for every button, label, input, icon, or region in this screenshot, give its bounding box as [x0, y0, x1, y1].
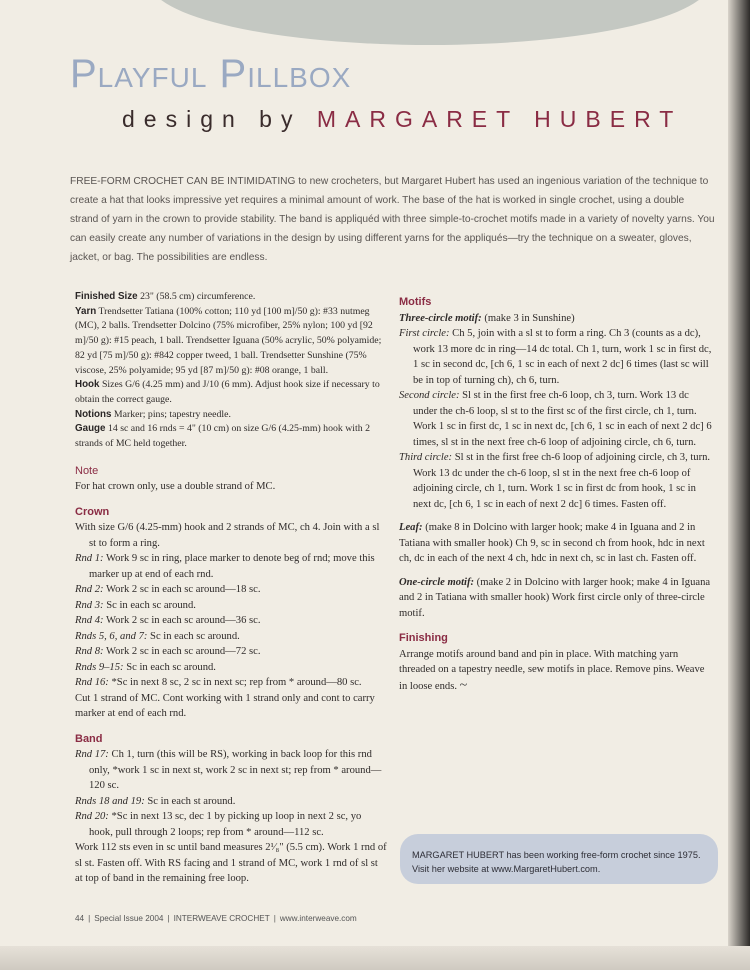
- finished-size: Finished Size 23" (58.5 cm) circumference.: [75, 291, 256, 302]
- left-column: [75, 290, 387, 887]
- gauge-spec: Gauge 14 sc and 16 rnds = 4" (10 cm) on size G/6 (4.25-mm) hook with 2 strands of MC held together.: [75, 423, 370, 450]
- hook-spec: Hook Sizes G/6 (4.25 mm) and J/10 (6 mm). Adjust hook size if necessary to obtain the correct gauge.: [75, 379, 380, 405]
- page-title: Playful Pillbox: [70, 52, 352, 96]
- page-number: 44: [75, 914, 85, 923]
- issue: Special Issue 2004: [94, 914, 164, 923]
- page-bottom-edge: [0, 946, 750, 970]
- end-mark-icon: ~: [459, 677, 468, 693]
- magazine-name: INTERWEAVE CROCHET: [173, 914, 270, 923]
- decorative-arc: [150, 0, 710, 45]
- byline-author: MARGARET HUBERT: [316, 106, 683, 132]
- band-row: Rnd 17: Ch 1, turn (this will be RS), working in back loop for this rnd only, *work 1 sc in next st, work 2 sc in next st; rep from * around—120 sc.: [75, 749, 382, 792]
- leaf-motif: Leaf: (make 8 in Dolcino with larger hook; make 4 in Iguana and 2 in Tatiana with smaller hook) Ch 9, sc in second ch from hook, hdc in next ch, dc in each of the next 4 ch, hdc in next ch, sc in last ch. Fasten off.: [399, 522, 705, 564]
- crown-row: Rnd 2: Work 2 sc in each sc around—18 sc.: [75, 584, 261, 596]
- finishing-text: Arrange motifs around band and pin in place. With matching yarn threaded on a tapestry needle, sew motifs in place. Remove pins. Weave in loose ends. ~: [399, 648, 705, 693]
- motif-step: Second circle: Sl st in the first free ch-6 loop, ch 3, turn. Work 13 dc under the ch-6 loop, sl st to the first sc of the first circle, ch 1, turn. Work 1 sc in first dc, 1 sc in next dc, [ch 6, 1 sc in each of next 2 dc] 6 times, sl st in the next free ch-6 loop of adjoining circle, ch 6, turn.: [399, 390, 712, 448]
- crown-row: Rnd 16: *Sc in next 8 sc, 2 sc in next sc; rep from * around—80 sc.: [75, 677, 362, 689]
- note-heading: Note: [75, 464, 99, 477]
- crown-row: Rnds 5, 6, and 7: Sc in each sc around.: [75, 630, 240, 642]
- page-footer: 44 | Special Issue 2004 | INTERWEAVE CROCHET | www.interweave.com: [75, 914, 357, 923]
- crown-rows: [75, 551, 387, 691]
- byline-prefix: design by: [122, 106, 302, 132]
- band-row: Rnds 18 and 19: Sc in each st around.: [75, 795, 236, 807]
- three-circle-motif: Three-circle motif: (make 3 in Sunshine): [399, 312, 575, 324]
- band-heading: Band: [75, 732, 103, 745]
- website: www.interweave.com: [279, 914, 357, 923]
- crown-row: Rnd 1: Work 9 sc in ring, place marker to denote beg of rnd; move this marker up at end of each rnd.: [75, 553, 375, 580]
- motif-step: First circle: Ch 5, join with a sl st to form a ring. Ch 3 (counts as a dc), work 13 more dc in ring—14 dc total. Ch 1, turn, work 1 sc in first dc, 1 sc in second dc, [ch 6, 1 sc in each of next 2 dc] 6 times (last sc will be in top of turning ch), ch 6, turn.: [399, 328, 712, 386]
- right-column: [399, 285, 713, 694]
- finishing-heading: Finishing: [399, 632, 448, 644]
- note-text: For hat crown only, use a double strand of MC.: [75, 481, 276, 493]
- notions-spec: Notions Marker; pins; tapestry needle.: [75, 408, 231, 420]
- band-outro: Work 112 sts even in sc until band measures 2¹⁄₈" (5.5 cm). Work 1 rnd of sl st. Fasten off. With RS facing and 1 strand of MC, work 1 rnd of sl st at top of band in the remaining free loop.: [75, 842, 387, 885]
- intro-paragraph: FREE-FORM CROCHET CAN BE INTIMIDATING to new crocheters, but Margaret Hubert has used an ingenious variation of the technique to create a hat that looks impressive yet requires a minimal amount of work. The base of the hat is worked in single crochet, using a double strand of yarn in the crown to provide stability. The band is appliquéd with three simple-to-crochet motifs made in a variety of novelty yarns. You can easily create any number of variations in the design by using different yarns for the appliqués—try the technique on a sweater, gloves, jacket, or bag. The possibilities are endless.: [70, 176, 715, 263]
- one-circle-motif: One-circle motif: (make 2 in Dolcino with larger hook; make 4 in Iguana and 2 in Tatiana with smaller hook) Work first circle only of three-circle motif.: [399, 576, 711, 619]
- crown-row: Rnd 3: Sc in each sc around.: [75, 599, 196, 611]
- binding-shadow: [728, 0, 750, 970]
- crown-intro: With size G/6 (4.25-mm) hook and 2 strands of MC, ch 4. Join with a sl st to form a ring.: [75, 522, 380, 549]
- band-row: Rnd 20: *Sc in next 13 sc, dec 1 by picking up loop in next 2 sc, yo hook, pull through 2 loops; rep from * around—112 sc.: [75, 811, 362, 838]
- motif-step: Third circle: Sl st in the first free ch-6 loop of adjoining circle, ch 3, turn. Work 13 dc under the ch-6 loop, sl st in the next free ch-6 loop of adjoining circle, ch 1, turn. Work 1 sc in first dc from hook, 1 sc in next dc, [ch 6, 1 sc in each of next 2 dc] 6 times. Fasten off.: [399, 452, 711, 510]
- band-rows: [75, 747, 387, 840]
- motifs-heading: Motifs: [399, 296, 432, 308]
- crown-row: Rnds 9–15: Sc in each sc around.: [75, 661, 216, 673]
- byline: [122, 106, 682, 133]
- author-bio-box: MARGARET HUBERT has been working free-form crochet since 1975. Visit her website at www.MargaretHubert.com.: [400, 834, 718, 884]
- yarn-spec: Yarn Trendsetter Tatiana (100% cotton; 110 yd [100 m]/50 g): #33 nutmeg (MC), 2 balls. Trendsetter Dolcino (75% microfiber, 25% nylon; 100 yd [92 m]/50 g): #15 peach, 1 ball. Trendsetter Iguana (50% acrylic, 50% polyamide; 82 yd [75 m]/50 g): #842 copper tweed, 1 ball. Trendsetter Sunshine (75% viscose, 25% polyamide; 95 yd [87 m]/50 g): #08 orange, 1 ball.: [75, 305, 382, 376]
- crown-heading: Crown: [75, 505, 110, 518]
- crown-row: Rnd 8: Work 2 sc in each sc around—72 sc.: [75, 646, 261, 658]
- materials-block: [75, 290, 387, 452]
- crown-row: Rnd 4: Work 2 sc in each sc around—36 sc.: [75, 615, 261, 627]
- crown-outro: Cut 1 strand of MC. Cont working with 1 strand only and cont to carry marker at end of each rnd.: [75, 692, 375, 720]
